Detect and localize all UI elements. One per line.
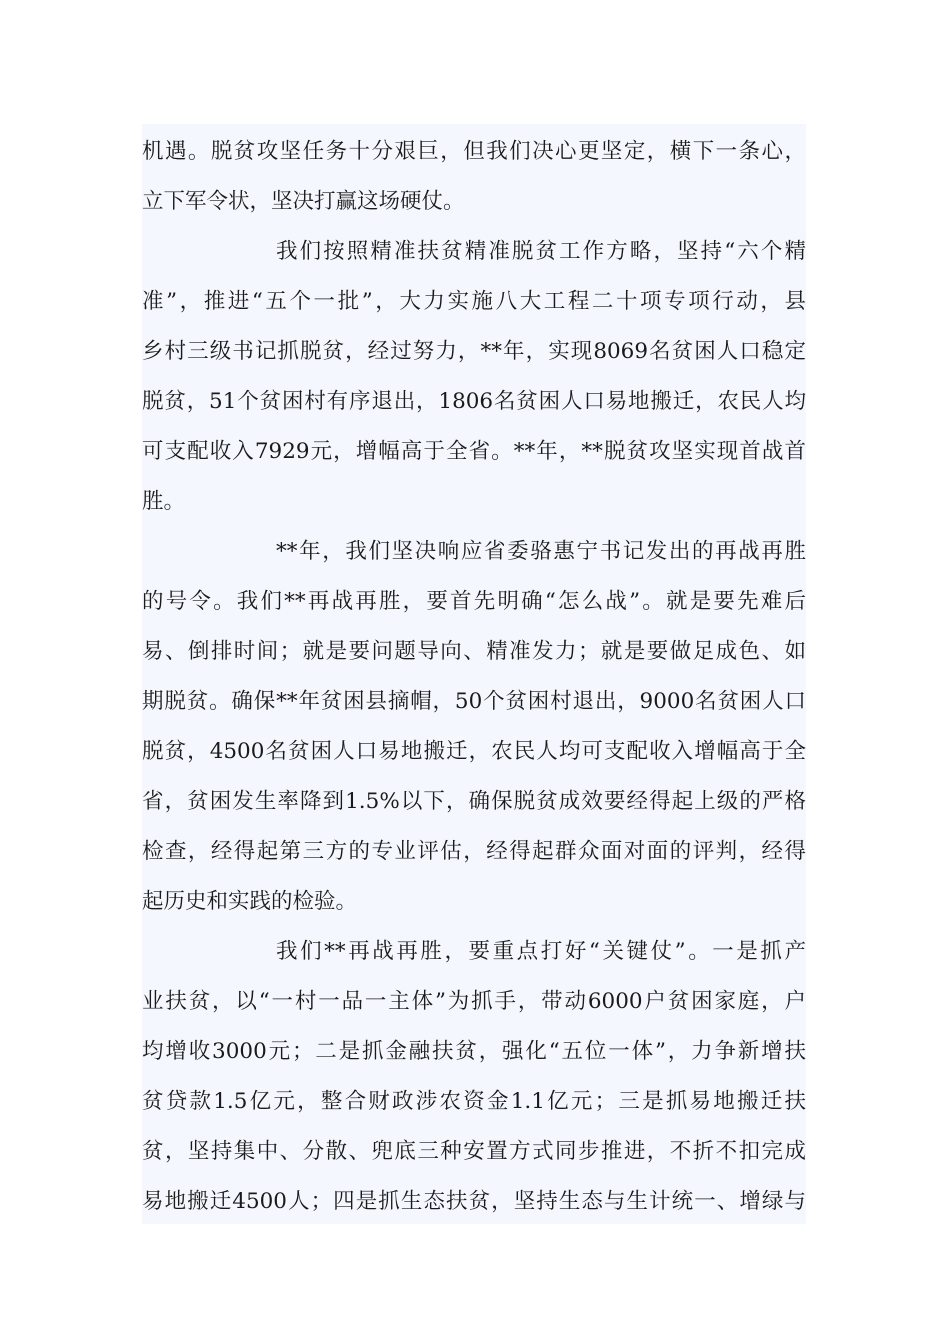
text-body [142, 124, 806, 1224]
text-line: 期脱贫。确保**年贫困县摘帽，50个贫困村退出，9000名贫困人口 [142, 689, 806, 714]
paragraph-first-line: **年，我们坚决响应省委骆惠宁书记发出的再战再胜 [276, 539, 806, 564]
text-line: 准”，推进“五个一批”，大力实施八大工程二十项专项行动，县 [142, 289, 806, 314]
text-line: 可支配收入7929元，增幅高于全省。**年，**脱贫攻坚实现首战首 [142, 439, 806, 464]
text-line: 脱贫，4500名贫困人口易地搬迁，农民人均可支配收入增幅高于全 [142, 739, 806, 764]
text-line: 易地搬迁4500人；四是抓生态扶贫，坚持生态与生计统一、增绿与 [142, 1189, 806, 1214]
text-line: 脱贫，51个贫困村有序退出，1806名贫困人口易地搬迁，农民人均 [142, 389, 806, 414]
text-line: 立下军令状，坚决打赢这场硬仗。 [142, 189, 465, 214]
text-line: 的号令。我们**再战再胜，要首先明确“怎么战”。就是要先难后 [142, 589, 806, 614]
text-line: 均增收3000元；二是抓金融扶贫，强化“五位一体”，力争新增扶 [142, 1039, 806, 1064]
text-line: 贫，坚持集中、分散、兜底三种安置方式同步推进，不折不扣完成 [142, 1139, 806, 1164]
text-line: 起历史和实践的检验。 [142, 889, 358, 914]
paragraph-first-line: 我们**再战再胜，要重点打好“关键仗”。一是抓产 [276, 939, 806, 964]
text-line: 业扶贫，以“一村一品一主体”为抓手，带动6000户贫困家庭，户 [142, 989, 806, 1014]
text-line: 乡村三级书记抓脱贫，经过努力，**年，实现8069名贫困人口稳定 [142, 339, 806, 364]
text-line: 易、倒排时间；就是要问题导向、精准发力；就是要做足成色、如 [142, 639, 806, 664]
text-line: 贫贷款1.5亿元，整合财政涉农资金1.1亿元；三是抓易地搬迁扶 [142, 1089, 806, 1114]
text-line: 胜。 [142, 489, 186, 514]
text-line: 省，贫困发生率降到1.5%以下，确保脱贫成效要经得起上级的严格 [142, 789, 806, 814]
text-line: 机遇。脱贫攻坚任务十分艰巨，但我们决心更坚定，横下一条心， [142, 139, 806, 164]
text-line: 检查，经得起第三方的专业评估，经得起群众面对面的评判，经得 [142, 839, 806, 864]
paragraph-first-line: 我们按照精准扶贫精准脱贫工作方略，坚持“六个精 [276, 239, 806, 264]
